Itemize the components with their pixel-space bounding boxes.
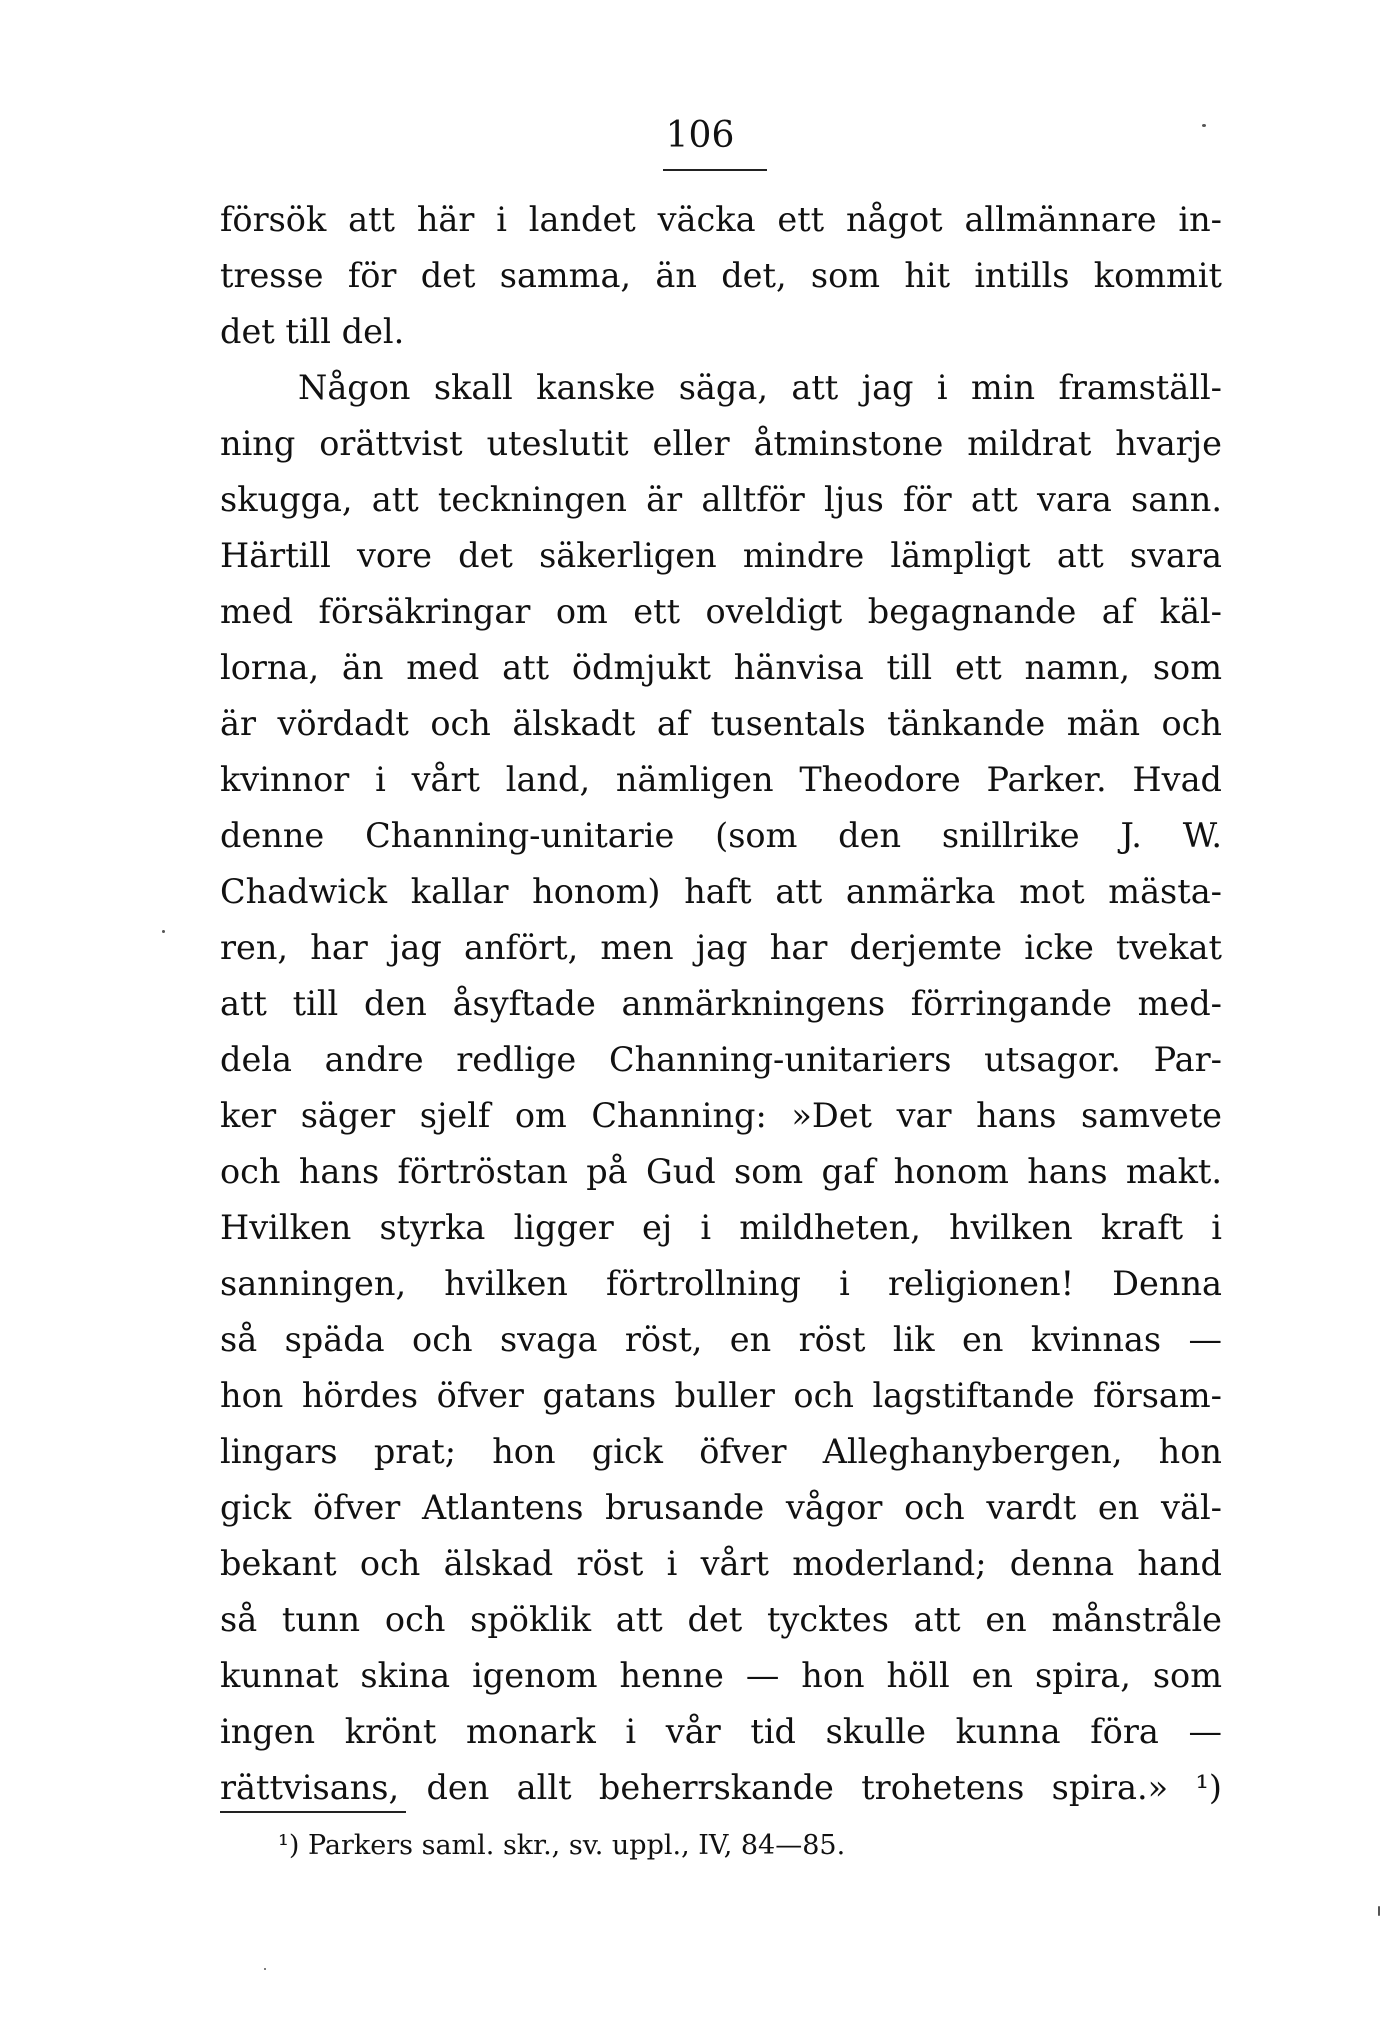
scan-speck	[1378, 1906, 1380, 1916]
text-line: sanningen, hvilken förtrollning i religionen! Denna	[220, 1264, 1222, 1303]
text-line: dela andre redlige Channing-unitariers utsagor. Par-	[220, 1040, 1222, 1079]
text-line: Någon skall kanske säga, att jag i min framställ-	[298, 368, 1222, 407]
body-text	[220, 192, 1222, 1816]
scan-speck	[1202, 124, 1206, 127]
text-line: att till den åsyftade anmärkningens förringande med-	[220, 984, 1222, 1023]
footnote: ¹) Parkers saml. skr., sv. uppl., IV, 84—85.	[278, 1830, 846, 1861]
scan-speck	[264, 1968, 266, 1970]
text-line: och hans förtröstan på Gud som gaf honom hans makt.	[220, 1152, 1222, 1191]
text-line: kvinnor i vårt land, nämligen Theodore Parker. Hvad	[220, 760, 1222, 799]
text-line: gick öfver Atlantens brusande vågor och vardt en väl-	[220, 1488, 1222, 1527]
text-line: med försäkringar om ett oveldigt begagnande af käl-	[220, 592, 1222, 631]
text-line: ren, har jag anfört, men jag har derjemte icke tvekat	[220, 928, 1222, 967]
text-line: lorna, än med att ödmjukt hänvisa till ett namn, som	[220, 648, 1222, 687]
text-line: lingars prat; hon gick öfver Alleghanybergen, hon	[220, 1432, 1222, 1471]
text-line: så tunn och spöklik att det tycktes att en månstråle	[220, 1600, 1222, 1639]
text-line: skugga, att teckningen är alltför ljus för att vara sann.	[220, 480, 1222, 519]
text-line: ning orättvist uteslutit eller åtminstone mildrat hvarje	[220, 424, 1222, 463]
text-line: det till del.	[220, 312, 405, 351]
scan-speck	[162, 930, 165, 933]
text-line: ingen krönt monark i vår tid skulle kunna föra —	[220, 1712, 1222, 1751]
text-line: är vördadt och älskadt af tusentals tänkande män och	[220, 704, 1222, 743]
footnote-separator	[220, 1811, 406, 1813]
text-line: denne Channing-unitarie (som den snillrike J. W.	[220, 816, 1222, 855]
text-line: Hvilken styrka ligger ej i mildheten, hvilken kraft i	[220, 1208, 1222, 1247]
text-line: försök att här i landet väcka ett något allmännare in-	[220, 200, 1222, 239]
text-line: så späda och svaga röst, en röst lik en kvinnas —	[220, 1320, 1222, 1359]
text-line: ker säger sjelf om Channing: »Det var hans samvete	[220, 1096, 1222, 1135]
text-line: tresse för det samma, än det, som hit intills kommit	[220, 256, 1222, 295]
text-line: Chadwick kallar honom) haft att anmärka mot mästa-	[220, 872, 1222, 911]
page-number-underline	[663, 169, 767, 171]
text-line: bekant och älskad röst i vårt moderland; denna hand	[220, 1544, 1222, 1583]
text-line: rättvisans, den allt beherrskande trohetens spira.» ¹)	[220, 1768, 1222, 1807]
text-line: kunnat skina igenom henne — hon höll en spira, som	[220, 1656, 1222, 1695]
text-line: hon hördes öfver gatans buller och lagstiftande försam-	[220, 1376, 1222, 1415]
page-number: 106	[665, 115, 735, 156]
text-line: Härtill vore det säkerligen mindre lämpligt att svara	[220, 536, 1222, 575]
